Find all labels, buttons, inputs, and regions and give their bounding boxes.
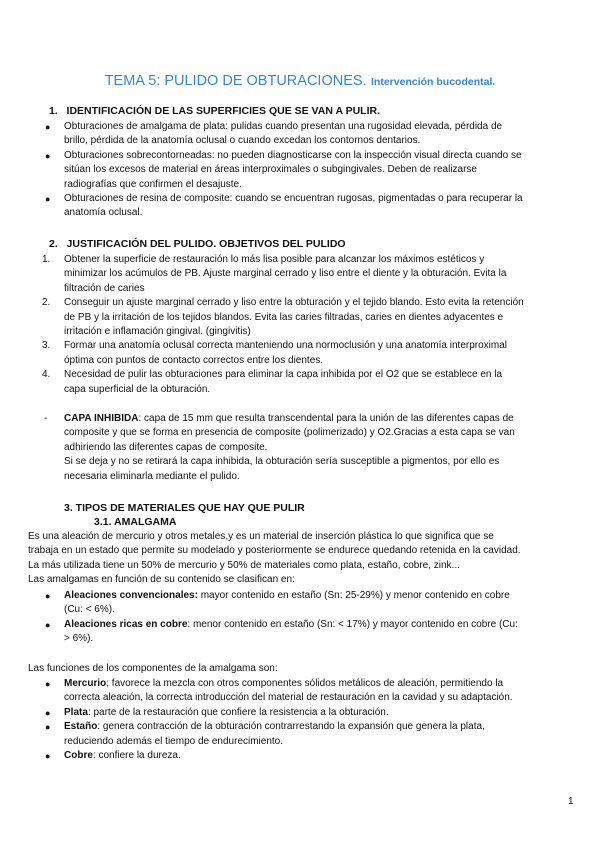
section3-subheading: 3.1. AMALGAMA <box>94 516 177 528</box>
section1-heading: 1. IDENTIFICACIÓN DE LAS SUPERFICIES QUE SE VAN A PULIR. <box>49 105 381 117</box>
bullet-icon: ● <box>45 707 51 718</box>
component-item: ● Plata: parte de la restauración que confiere la resistencia a la obturación. <box>64 706 584 720</box>
section1-item: ● Obturaciones de resina de composite: cuando se encuentran rugosas, pigmentadas o para recuperar la anatomía oclusal. <box>45 193 523 219</box>
page-number: 1 <box>568 796 574 807</box>
section1-item: ● Obturaciones de amalgama de plata: pulidas cuando presentan una rugosidad elevada, pérdida de brillo, pérdida de la anatomía oclusal o cuando excedan los contornos dentarios. <box>45 121 503 147</box>
objective-item: 2. Conseguir un ajuste marginal cerrado y liso entre la obturación y el tejido blando. Esto evita la retención de PB y la irritación de los tejidos blandos. Evita las caries filtradas, caries en dientes adyacentes e irritación e inflamación gingival. (gingivitis) <box>42 297 524 338</box>
capa-inhibida-note: - CAPA INHIBIDA: capa de 15 mm que resulta transcendental para la unión de las diferentes capas de composite y que se forma en presencia de composite (polimerizado) y O2.Gracias a esta capa se van adhiriendo las diferentes capas de composite. Si se deja y no se retirará la capa inhibida, la obturación sería susceptible a pigmentos, por ello es necesaria eliminarla mediante el pulido. <box>44 413 515 482</box>
title-sub: Intervención bucodental. <box>371 76 496 88</box>
bullet-icon: ● <box>45 122 51 132</box>
bullet-icon: ● <box>45 194 51 205</box>
components-list <box>45 677 584 763</box>
functions-intro: Las funciones de los componentes de la amalgama son: <box>28 663 278 674</box>
objective-item: 1. Obtener la superficie de restauración lo más lisa posible para alcanzar los máximos estéticos y minimizar los acúmulos de PB. Ajuste marginal cerrado y liso entre el diente y la obturación. Evita la filtración de caries <box>42 254 507 294</box>
bullet-icon: ● <box>45 619 51 630</box>
objective-item: 4. Necesidad de pulir las obturaciones para eliminar la capa inhibida por el O2 que se establece en la capa superficial de la obturación. <box>42 369 503 395</box>
component-item: ● Mercurio; favorece la mezcla con otros componentes sólidos metálicos de aleación, permitiendo la correcta aleación, la correcta introducción del material de restauración en la cavidad y su adaptación. <box>45 678 513 704</box>
document-title <box>0 72 600 90</box>
capa-inhibida-label: CAPA INHIBIDA <box>64 413 139 424</box>
section2-list <box>42 253 584 397</box>
alloy-type-item: ● Aleaciones ricas en cobre: menor contenido en estaño (Sn: < 17%) y mayor contenido en cobre (Cu: > 6%). <box>45 618 518 645</box>
component-item: ● Estaño: genera contracción de la obturación contrarrestando la expansión que genera la plata, reduciendo además el tiempo de endurecimiento. <box>45 721 485 747</box>
section1-list <box>45 120 584 221</box>
bullet-icon: ● <box>45 591 51 601</box>
title-main: TEMA 5: PULIDO DE OBTURACIONES. <box>104 73 367 89</box>
amalgama-intro: Es una aleación de mercurio y otros metales,y es un material de inserción plástica lo que significa que se trabaja en un estado que permite su modelado y posteriormente se endurece quedando retenida en la cavidad. La más utilizada tiene un 50% de mercurio y 50% de materiales como plata, estaño, cobre, zink... Las amalgamas en función de su contenido se clasifican en: <box>28 531 521 586</box>
component-item: ● Cobre: confiere la dureza. <box>64 749 584 763</box>
alloy-types-list <box>45 589 584 647</box>
bullet-icon: ● <box>45 722 51 733</box>
section3-heading: 3. TIPOS DE MATERIALES QUE HAY QUE PULIR <box>64 502 305 514</box>
bullet-icon: ● <box>45 751 51 762</box>
objective-item: 3. Formar una anatomía oclusal correcta manteniendo una normoclusión y una anatomía interproximal óptima con puntos de contacto correctos entre los dientes. <box>42 340 508 366</box>
section1-item: ● Obturaciones sobrecontorneadas: no pueden diagnosticarse con la inspección visual directa cuando se sitúan los excesos de material en áreas interproximales o subgingivales. Deben de realizarse radiografías que confirmen el desajuste. <box>45 149 522 190</box>
bullet-icon: ● <box>45 150 51 161</box>
section2-heading: 2. JUSTIFICACIÓN DEL PULIDO. OBJETIVOS DEL PULIDO <box>49 238 346 250</box>
bullet-icon: ● <box>45 679 51 689</box>
alloy-type-item: ● Aleaciones convencionales: mayor contenido en estaño (Sn: 25-29%) y menor contenido en cobre (Cu: < 6%). <box>45 590 510 616</box>
